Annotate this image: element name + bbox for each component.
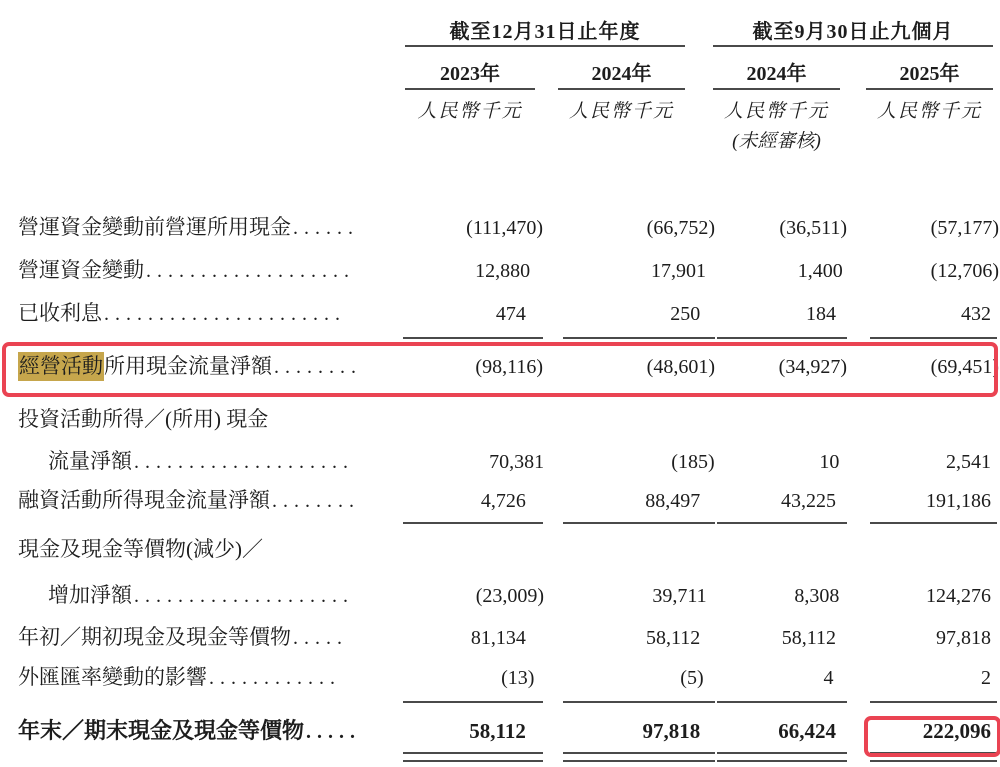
row-label: 融資活動所得現金流量淨額 <box>18 488 270 512</box>
cell-value: (66,752) <box>646 217 715 239</box>
cell-value: 4,726 <box>480 490 526 512</box>
table-row <box>0 487 999 515</box>
cell-value: (36,511) <box>779 217 847 239</box>
cell-value: 184 <box>805 303 836 325</box>
dot-leader: .................... <box>134 585 354 607</box>
table-row <box>0 624 999 652</box>
cell-value: 2 <box>980 667 991 689</box>
table-row-operating-net-cashflow <box>0 352 999 381</box>
dot-leader: ..... <box>306 721 362 743</box>
cell-value: 39,711 <box>652 585 707 607</box>
subtotal-rule <box>403 337 543 339</box>
column-year-2024: 2024年 <box>591 63 652 85</box>
cell-value: 17,901 <box>650 260 706 282</box>
total-double-rule <box>563 752 715 754</box>
unit-label: 人民幣千元 <box>417 101 523 122</box>
total-double-rule <box>403 760 543 762</box>
subtotal-rule <box>870 522 997 524</box>
year-underline <box>558 88 685 90</box>
cell-value: 2,541 <box>946 451 991 473</box>
year-underline <box>713 88 840 90</box>
highlighted-text: 經營活動 <box>18 352 104 381</box>
cell-value: 124,276 <box>926 585 991 607</box>
subtotal-rule <box>563 522 715 524</box>
cell-value: (34,927) <box>778 356 847 378</box>
total-double-rule <box>717 752 847 754</box>
cell-value: (111,470) <box>466 217 543 239</box>
cell-value: (185) <box>671 451 715 473</box>
row-label: 外匯匯率變動的影響 <box>18 665 207 689</box>
column-year-2025: 2025年 <box>899 63 960 85</box>
dot-leader: ...................... <box>104 303 346 325</box>
total-double-rule <box>870 760 997 762</box>
row-label: 投資活動所得／(所用) 現金 <box>18 407 269 431</box>
cell-value: (57,177) <box>930 217 999 239</box>
table-row <box>0 257 999 285</box>
cell-value: 4 <box>823 667 834 689</box>
dot-leader: ..... <box>293 627 348 649</box>
cell-value: 97,818 <box>642 719 701 743</box>
table-row <box>0 582 999 610</box>
cell-value: (13) <box>501 667 535 689</box>
cell-value: 66,424 <box>778 719 836 743</box>
subtotal-rule <box>563 701 715 703</box>
row-label: 年末／期末現金及現金等價物 <box>18 718 305 743</box>
cell-value: 58,112 <box>781 627 836 649</box>
table-row <box>0 448 999 476</box>
unit-label: 人民幣千元 <box>723 101 829 122</box>
unit-label: 人民幣千元 <box>568 101 674 122</box>
row-label: 營運資金變動 <box>18 258 144 282</box>
cell-value: 250 <box>670 303 701 325</box>
total-double-rule <box>403 752 543 754</box>
table-row <box>0 300 999 328</box>
table-row <box>0 214 999 242</box>
period-group-annual: 截至12月31日止年度 <box>449 21 641 43</box>
cell-value: (12,706) <box>930 260 999 282</box>
unaudited-note: (未經審核) <box>732 131 821 152</box>
total-double-rule <box>717 760 847 762</box>
row-label: 流量淨額 <box>48 449 132 473</box>
subtotal-rule <box>870 337 997 339</box>
cell-value: 70,381 <box>489 451 545 473</box>
subtotal-rule <box>403 701 543 703</box>
cell-value: 10 <box>819 451 840 473</box>
year-underline <box>866 88 993 90</box>
dot-leader: ................... <box>146 260 355 282</box>
cell-value: (5) <box>680 667 704 689</box>
cell-value: 43,225 <box>780 490 836 512</box>
cell-value: 88,497 <box>645 490 701 512</box>
cell-value: 58,112 <box>646 627 701 649</box>
subtotal-rule <box>870 701 997 703</box>
cell-value: 81,134 <box>470 627 526 649</box>
cell-value: 58,112 <box>469 719 526 743</box>
dot-leader: ............ <box>209 667 341 689</box>
dot-leader: ........ <box>274 356 362 378</box>
subtotal-rule <box>717 522 847 524</box>
cell-value: 474 <box>495 303 526 325</box>
row-label: 現金及現金等價物(減少)／ <box>18 537 263 561</box>
group-underline <box>405 45 685 47</box>
dot-leader: .................... <box>134 451 354 473</box>
cell-value: (48,601) <box>646 356 715 378</box>
table-row-total <box>0 717 999 746</box>
total-double-rule <box>870 752 997 754</box>
period-group-nine-months: 截至9月30日止九個月 <box>752 21 954 43</box>
row-label: 營運資金變動前營運所用現金 <box>18 215 291 239</box>
cell-value: 12,880 <box>475 260 531 282</box>
cell-value: 97,818 <box>936 627 991 649</box>
cell-value: 222,096 <box>922 719 991 743</box>
row-label: 年初／期初現金及現金等價物 <box>18 625 291 649</box>
cell-value: (98,116) <box>475 356 543 378</box>
row-label: 已收利息 <box>18 301 102 325</box>
table-row <box>0 536 999 563</box>
cell-value: (69,451) <box>930 356 999 378</box>
subtotal-rule <box>717 701 847 703</box>
year-underline <box>405 88 535 90</box>
cell-value: (23,009) <box>475 585 545 607</box>
subtotal-rule <box>717 337 847 339</box>
cell-value: 8,308 <box>794 585 840 607</box>
cell-value: 191,186 <box>926 490 991 512</box>
dot-leader: ........ <box>272 490 360 512</box>
table-row <box>0 664 999 692</box>
row-label: 增加淨額 <box>48 583 132 607</box>
column-year-2024-interim: 2024年 <box>746 63 807 85</box>
total-double-rule <box>563 760 715 762</box>
table-row <box>0 406 999 433</box>
subtotal-rule <box>403 522 543 524</box>
row-label: 所用現金流量淨額 <box>104 354 272 378</box>
dot-leader: ...... <box>293 217 359 239</box>
group-underline <box>713 45 993 47</box>
unit-label: 人民幣千元 <box>876 101 982 122</box>
cell-value: 432 <box>961 303 991 325</box>
cell-value: 1,400 <box>797 260 843 282</box>
column-year-2023: 2023年 <box>440 63 500 85</box>
subtotal-rule <box>563 337 715 339</box>
